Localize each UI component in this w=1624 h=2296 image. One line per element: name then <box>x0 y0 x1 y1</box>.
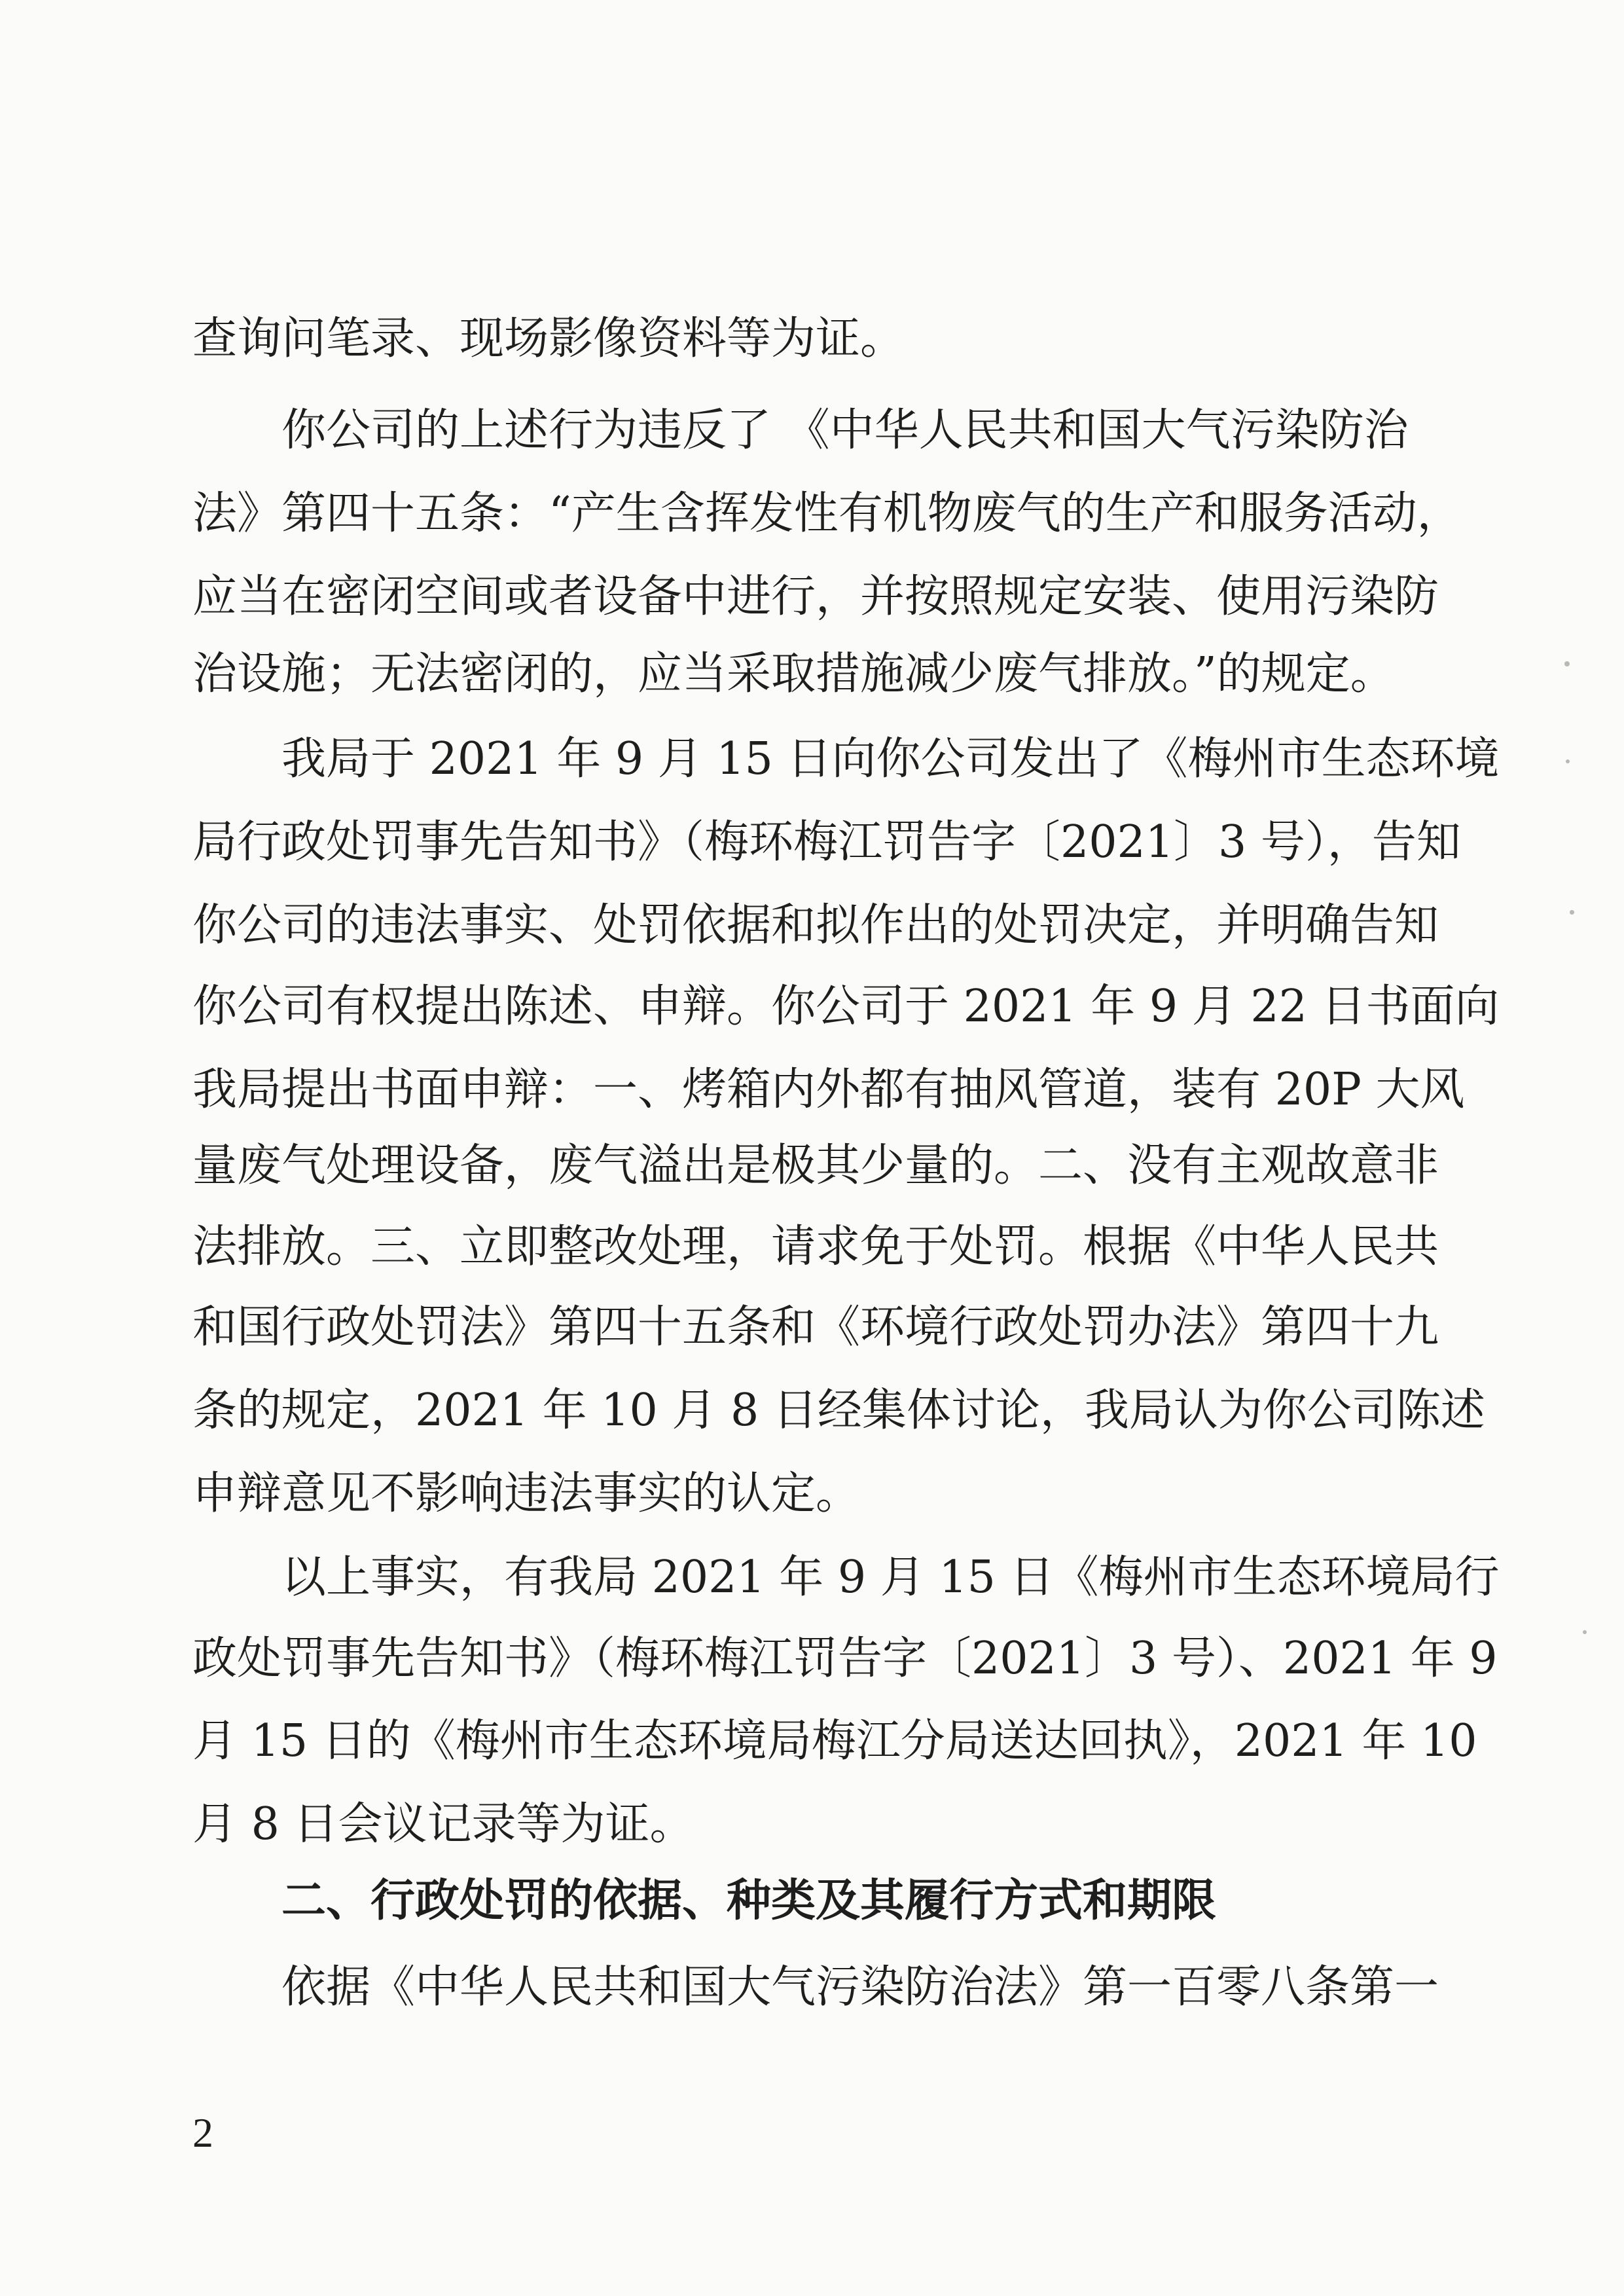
paragraph-3-line-6: 量废气处理设备，废气溢出是极其少量的。二、没有主观故意非 <box>192 1140 1439 1192</box>
scan-speck <box>1583 1630 1587 1634</box>
paragraph-5-line-1: 依据《中华人民共和国大气污染防治法》第一百零八条第一 <box>281 1961 1439 2013</box>
paragraph-3-line-3: 你公司的违法事实、处罚依据和拟作出的处罚决定，并明确告知 <box>192 900 1439 951</box>
text-line <box>0 1539 1624 1617</box>
text-line <box>0 392 1624 470</box>
paragraph-1-line-1: 查询问笔录、现场影像资料等为证。 <box>192 313 905 365</box>
text-line <box>0 968 1624 1046</box>
text-line <box>0 803 1624 882</box>
paragraph-2-line-2: 法》第四十五条：“产生含挥发性有机物废气的生产和服务活动， <box>192 488 1462 539</box>
paragraph-4-line-4: 月 8 日会议记录等为证。 <box>192 1798 695 1850</box>
paragraph-2-line-3: 应当在密闭空间或者设备中进行，并按照规定安装、使用污染防 <box>192 571 1439 623</box>
paragraph-3-line-7: 法排放。三、立即整改处理，请求免于处罚。根据《中华人民共 <box>192 1221 1439 1273</box>
text-line <box>0 1455 1624 1533</box>
text-line <box>0 635 1624 714</box>
text-line <box>0 886 1624 965</box>
text-line <box>0 1372 1624 1450</box>
scan-speck <box>1564 661 1570 666</box>
text-line <box>0 1127 1624 1205</box>
section-heading <box>0 1862 1624 1941</box>
paragraph-4-line-3: 月 15 日的《梅州市生态环境局梅江分局送达回执》，2021 年 10 <box>192 1715 1477 1767</box>
paragraph-3-line-2: 局行政处罚事先告知书》（梅环梅江罚告字〔2021〕3 号），告知 <box>192 816 1461 868</box>
paragraph-3-line-1: 我局于 2021 年 9 月 15 日向你公司发出了《梅州市生态环境 <box>281 733 1500 785</box>
text-line <box>0 1288 1624 1367</box>
scan-speck <box>1566 759 1570 763</box>
text-line <box>0 558 1624 636</box>
paragraph-3-line-4: 你公司有权提出陈述、申辩。你公司于 2021 年 9 月 22 日书面向 <box>192 981 1500 1032</box>
paragraph-3-line-10: 申辩意见不影响违法事实的认定。 <box>192 1468 861 1520</box>
text-line <box>0 1208 1624 1286</box>
paragraph-4-line-1: 以上事实，有我局 2021 年 9 月 15 日《梅州市生态环境局行 <box>281 1552 1500 1603</box>
paragraph-3-line-8: 和国行政处罚法》第四十五条和《环境行政处罚办法》第四十九 <box>192 1302 1439 1353</box>
text-line <box>0 720 1624 799</box>
text-line <box>0 300 1624 378</box>
text-line <box>0 1785 1624 1864</box>
paragraph-3-line-9: 条的规定，2021 年 10 月 8 日经集体讨论，我局认为你公司陈述 <box>192 1385 1485 1436</box>
paragraph-3-line-5: 我局提出书面申辩：一、烤箱内外都有抽风管道，装有 20P 大风 <box>192 1064 1465 1116</box>
text-line <box>0 475 1624 553</box>
text-line <box>0 1702 1624 1781</box>
scan-speck <box>1570 910 1574 915</box>
text-line <box>0 1051 1624 1129</box>
paragraph-2-line-4: 治设施；无法密闭的，应当采取措施减少废气排放。”的规定。 <box>192 648 1395 700</box>
text-line <box>0 1620 1624 1698</box>
paragraph-4-line-2: 政处罚事先告知书》（梅环梅江罚告字〔2021〕3 号）、2021 年 9 <box>192 1633 1498 1685</box>
paragraph-2-line-1: 你公司的上述行为违反了 《中华人民共和国大气污染防治 <box>281 405 1409 456</box>
text-line <box>0 1948 1624 2027</box>
section-heading-text: 二、行政处罚的依据、种类及其履行方式和期限 <box>281 1875 1217 1927</box>
page-number: 2 <box>192 2109 213 2156</box>
